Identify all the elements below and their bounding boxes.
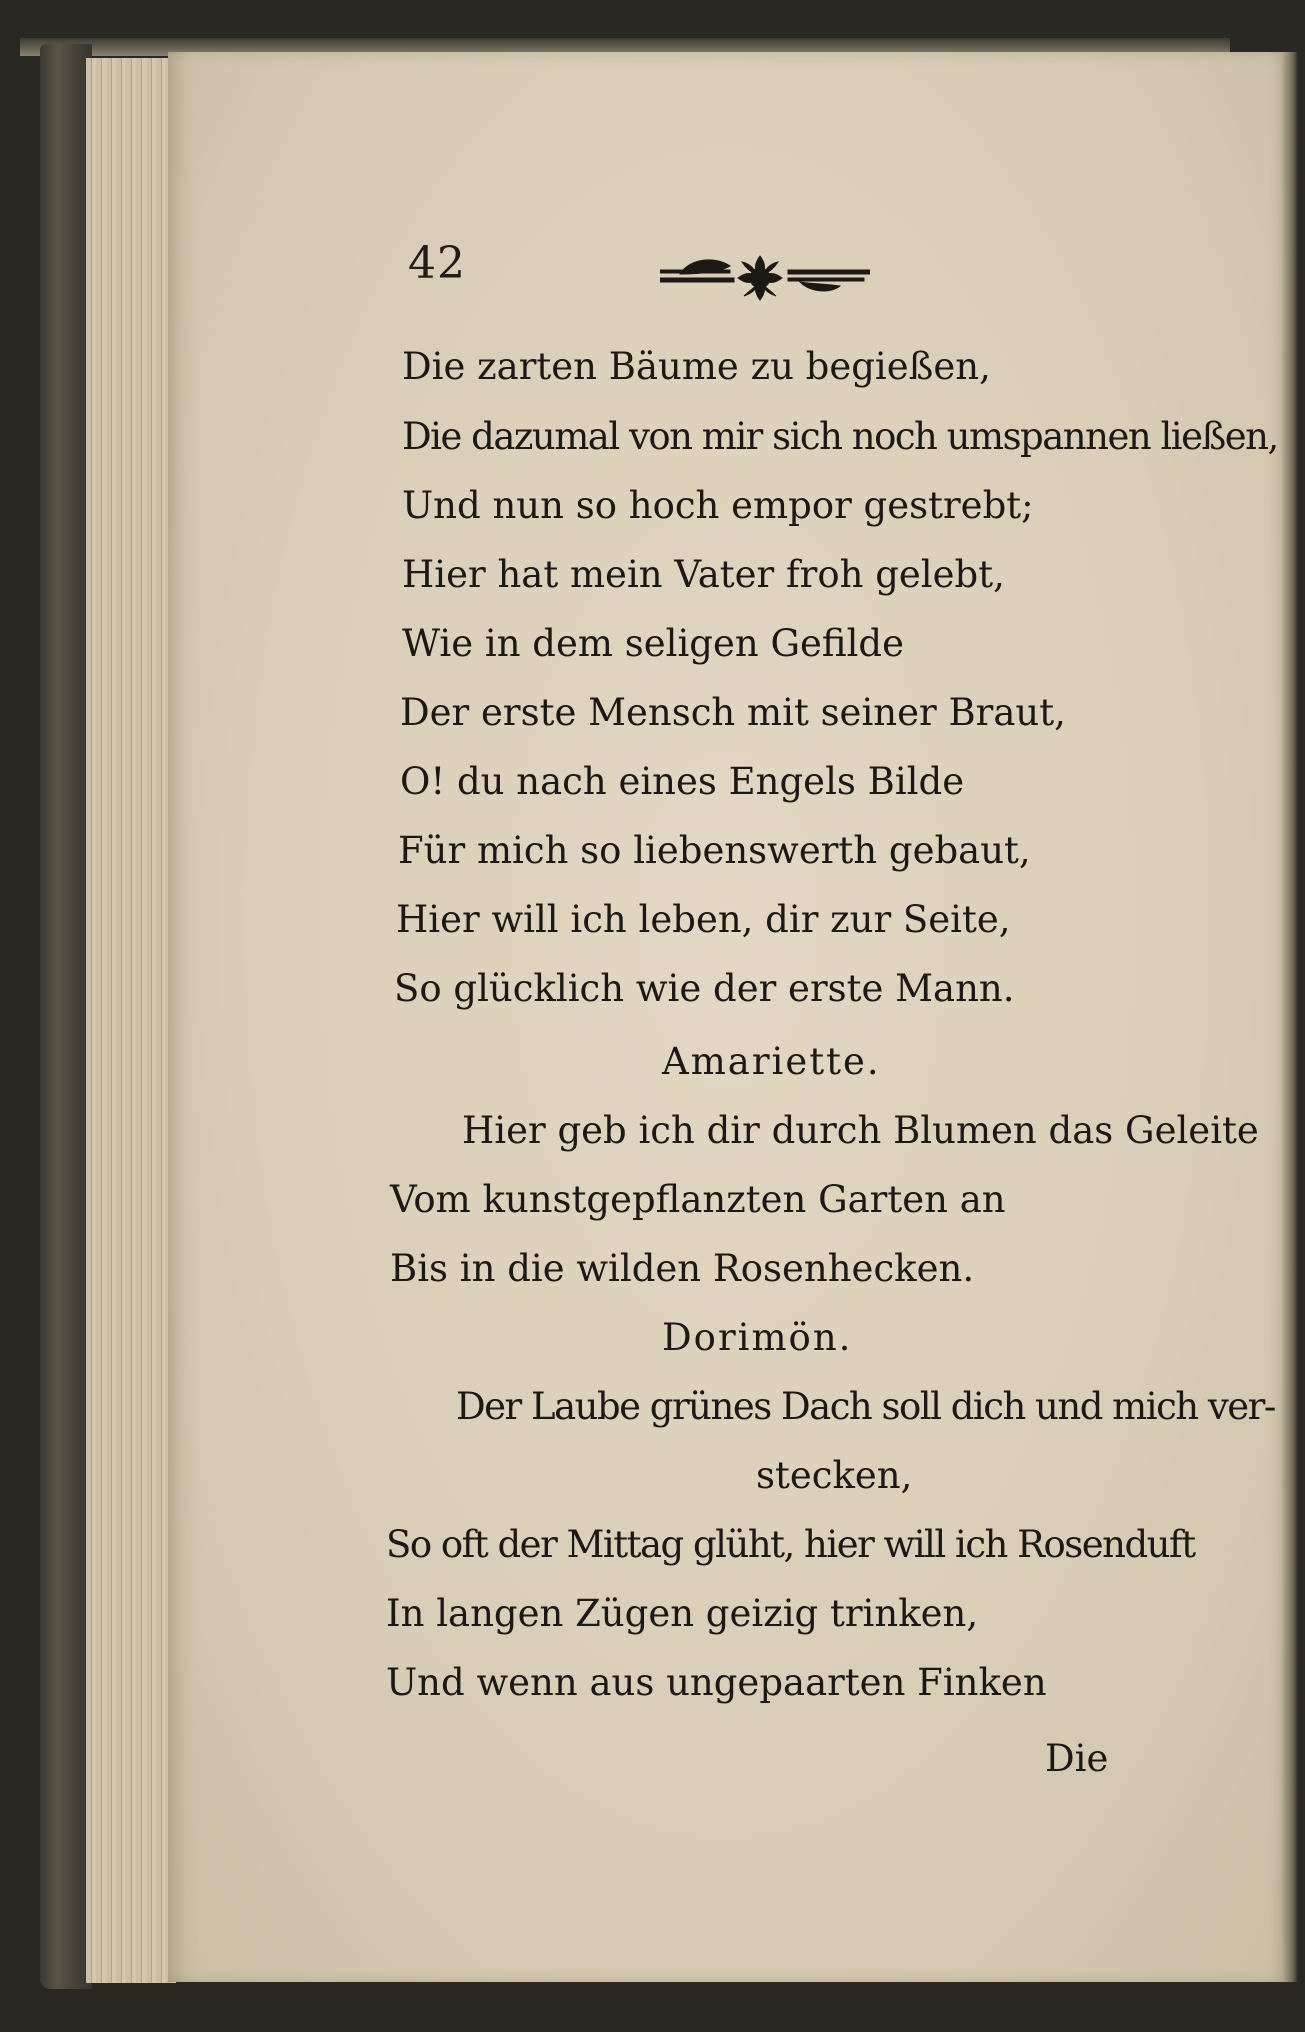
book-cover-edge	[40, 44, 92, 1989]
verse-line: Bis in die wilden Rosenhecken.	[390, 1247, 975, 1290]
verse-line: So oft der Mittag glüht, hier will ich Rosenduft	[386, 1523, 1195, 1566]
verse-line: So glücklich wie der erste Mann.	[394, 967, 1015, 1010]
verse-line: Der erste Mensch mit seiner Braut,	[400, 691, 1066, 734]
page-number: 42	[408, 238, 466, 289]
verse-line: In langen Zügen geizig trinken,	[386, 1592, 979, 1635]
verse-line: Wie in dem seligen Gefilde	[402, 622, 904, 665]
verse-line: Die dazumal von mir sich noch umspannen ließen,	[402, 415, 1278, 458]
verse-line: Hier hat mein Vater froh gelebt,	[402, 553, 1005, 596]
floral-vignette-icon	[660, 248, 870, 312]
verse-line: Und wenn aus ungepaarten Finken	[386, 1661, 1047, 1704]
verse-line: Die zarten Bäume zu begießen,	[402, 345, 991, 388]
catchword: Die	[1045, 1737, 1109, 1780]
book-right-edge	[1282, 52, 1298, 1982]
speaker-name: Amariette.	[662, 1040, 881, 1083]
verse-line: Der Laube grünes Dach soll dich und mich ver-	[456, 1385, 1275, 1428]
verse-line: Und nun so hoch empor gestrebt;	[402, 484, 1034, 527]
verse-line: stecken,	[756, 1454, 913, 1497]
verse-line: Hier will ich leben, dir zur Seite,	[396, 898, 1011, 941]
verse-line: Hier geb ich dir durch Blumen das Geleite	[462, 1109, 1259, 1152]
page-stack-edges	[86, 58, 176, 1983]
verse-line: O! du nach eines Engels Bilde	[400, 760, 965, 803]
speaker-name: Dorimön.	[662, 1316, 853, 1359]
verse-line: Für mich so liebenswerth gebaut,	[398, 829, 1031, 872]
verse-line: Vom kunstgepflanzten Garten an	[390, 1178, 1006, 1221]
